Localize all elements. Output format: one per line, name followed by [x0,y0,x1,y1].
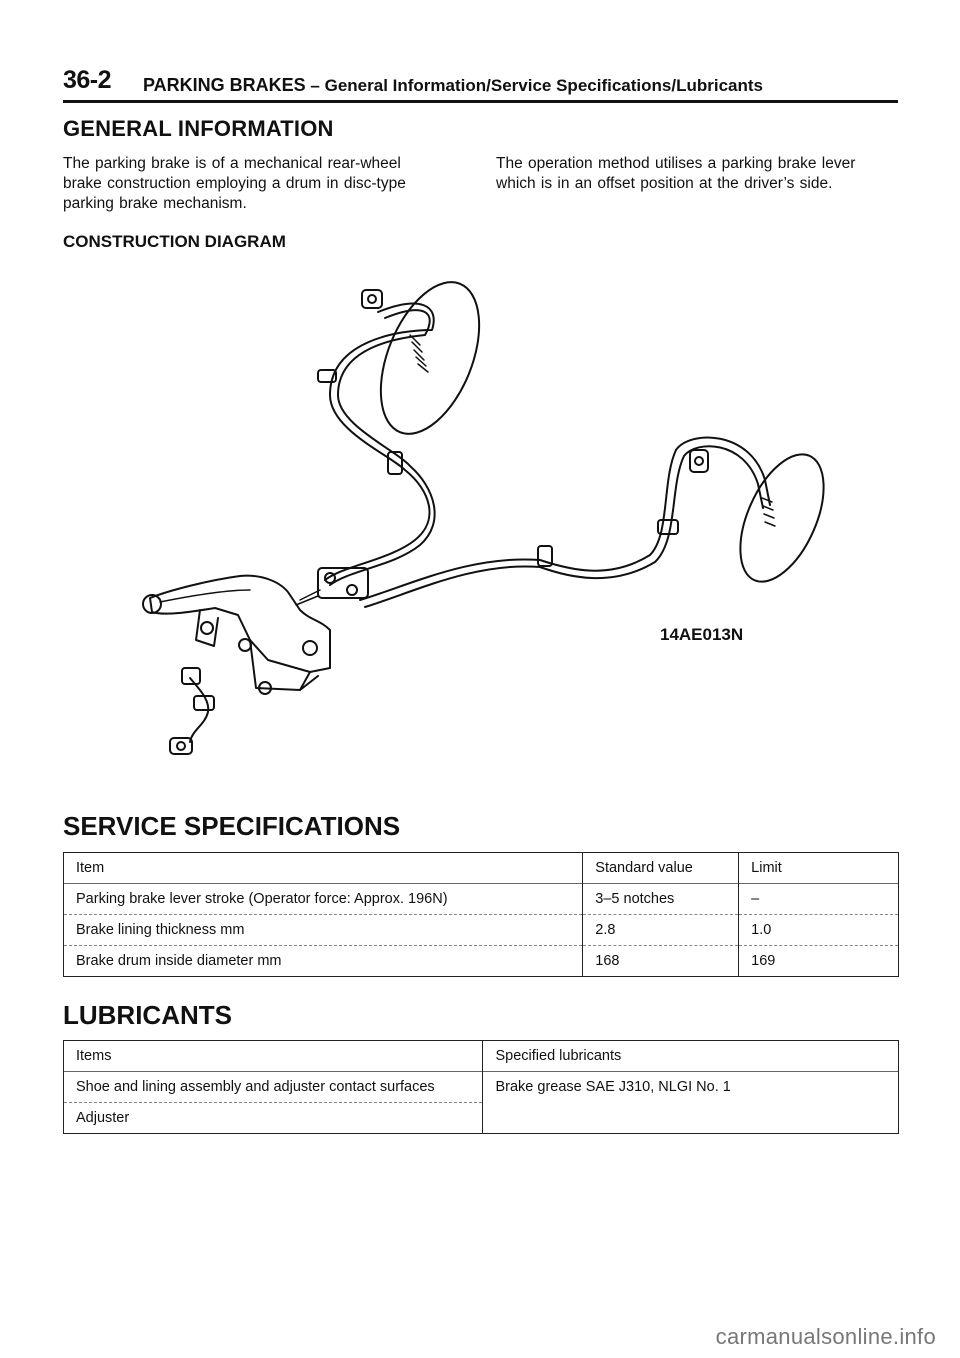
cable-spring-left [410,335,428,372]
equalizer [318,568,368,598]
lever-bracket [196,610,318,690]
header-dash: – [310,76,320,95]
table-cell: 1.0 [739,915,899,946]
construction-diagram-heading: CONSTRUCTION DIAGRAM [63,232,286,251]
table-cell: 169 [739,946,899,977]
cable-clip [362,290,382,308]
column-header: Items [64,1041,483,1072]
figure-id: 14AE013N [660,625,744,644]
paragraph-line: parking brake mechanism. [63,195,247,212]
general-information-column-1 [63,154,483,214]
table-cell: Shoe and lining assembly and adjuster contact surfaces [64,1072,483,1103]
table-row [64,884,899,915]
table-header-row [64,1041,899,1072]
table-cell: Brake drum inside diameter mm [64,946,583,977]
header-subtitle: General Information/Service Specifications/Lubricants [324,76,763,95]
table-cell: Brake lining thickness mm [64,915,583,946]
table-cell: 2.8 [583,915,739,946]
service-specifications-table [63,852,899,977]
general-information-heading: GENERAL INFORMATION [63,116,334,141]
page-number: 36-2 [63,66,112,94]
table-row [64,1103,899,1134]
table-cell: 168 [583,946,739,977]
column-header: Limit [739,853,899,884]
paragraph-line: brake construction employing a drum in disc-type [63,175,406,192]
paragraph-line: The parking brake is of a mechanical rear-wheel [63,155,401,172]
table-row [64,1072,899,1103]
table-cell [483,1103,899,1134]
lubricants-table [63,1040,899,1134]
watermark: carmanualsonline.info [715,1324,936,1349]
right-brake-disc [723,442,830,594]
table-cell: Adjuster [64,1103,483,1134]
service-specifications-heading: SERVICE SPECIFICATIONS [63,811,401,841]
cable-clip [690,450,708,472]
table-cell: 3–5 notches [583,884,739,915]
general-information-column-2 [496,154,901,194]
header-section: PARKING BRAKES [143,75,306,95]
paragraph-line: The operation method utilises a parking brake lever [496,155,856,172]
column-header: Standard value [583,853,739,884]
lubricants-heading: LUBRICANTS [63,1000,232,1030]
table-row [64,946,899,977]
header-title [143,75,763,96]
column-header: Specified lubricants [483,1041,899,1072]
table-row [64,915,899,946]
paragraph-line: which is in an offset position at the driver’s side. [496,175,833,192]
page-header [63,66,898,103]
table-cell: Parking brake lever stroke (Operator force: Approx. 196N) [64,884,583,915]
parking-brake-diagram [130,275,830,775]
table-cell: – [739,884,899,915]
table-header-row [64,853,899,884]
column-header: Item [64,853,583,884]
table-cell: Brake grease SAE J310, NLGI No. 1 [483,1072,899,1103]
